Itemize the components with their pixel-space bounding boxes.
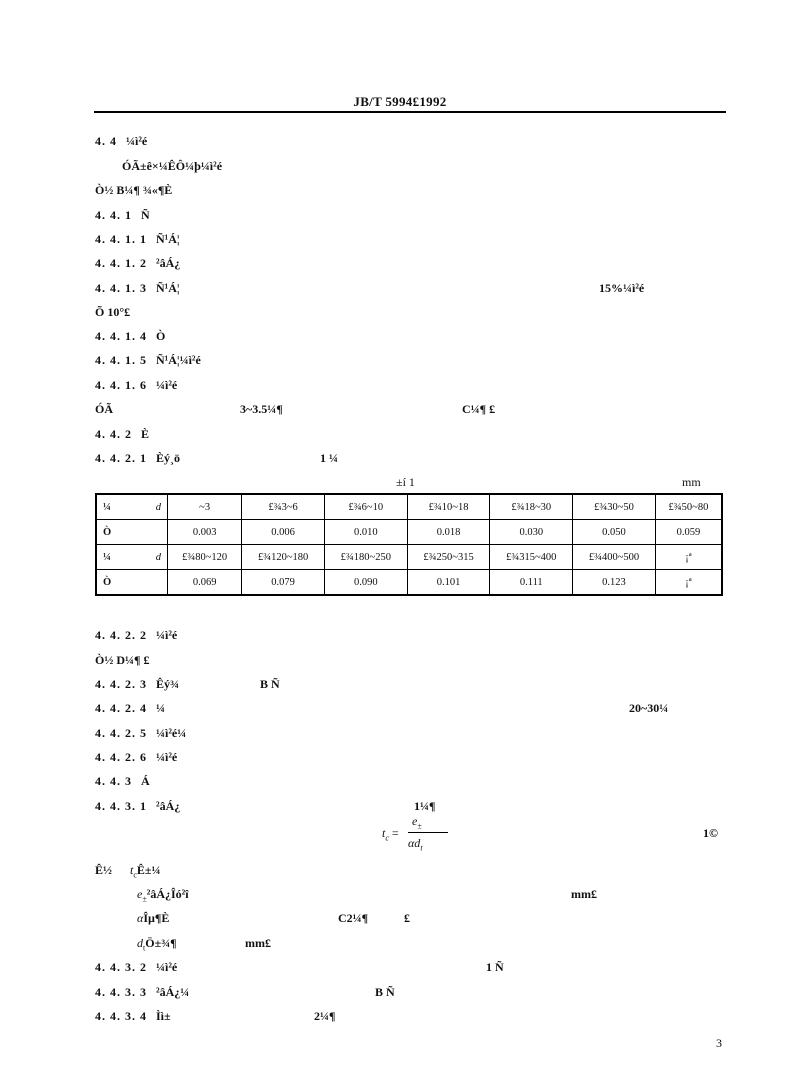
page-header: JB/T 5994£1992 — [353, 94, 447, 109]
line-text-5: Ò½ D¼¶ £ — [95, 653, 150, 667]
line-4-4: 4. 4 ¼ì²é — [95, 134, 148, 148]
tolerance-table — [95, 493, 723, 596]
where-line-3-tail: £ — [404, 911, 410, 925]
line-4-4-1-3: 4. 4. 1. 3 Ñ¹Á¦ — [95, 281, 180, 295]
line-4-4-2-1: 4. 4. 2. 1 Èý¸ö — [95, 451, 180, 465]
line-4-4-1-6: 4. 4. 1. 6 ¼ì²é — [95, 378, 178, 392]
line-4-4-3-2: 4. 4. 3. 2 ¼ì²é — [95, 960, 178, 974]
line-4-4-2-1-mid: 1 ¼ — [320, 451, 338, 465]
line-4-4-1-4: 4. 4. 1. 4 Ò — [95, 329, 166, 343]
table-row: ¼ d £¾80~120 £¾120~180 £¾180~250 £¾250~315 £¾315~400 £¾400~500 ¡ª — [96, 545, 722, 570]
formula-tag: 1© — [703, 826, 718, 840]
where-line-4: $d_tÖ\pm\frac{3}{4}\P$ — [137, 936, 177, 953]
line-4-4-3-1: 4. 4. 3. 1 ²âÁ¿ — [95, 799, 181, 813]
page-number: 3 — [716, 1036, 722, 1050]
line-4-4-2-4: 4. 4. 2. 4 ¼ — [95, 701, 165, 715]
where-line-3-mid: C2¼¶ — [338, 911, 369, 925]
line-4-4-3-2-mid: 1 Ñ — [486, 960, 504, 974]
table-unit: mm — [682, 475, 701, 489]
line-text-4-mid: 3~3.5¼¶ — [240, 402, 283, 416]
line-4-4-3-4: 4. 4. 3. 4 Ìì± — [95, 1009, 171, 1023]
line-text-3: Õ 10°£ — [95, 305, 131, 319]
line-4-4-1-3-extra: 15%¼ì²é — [599, 281, 645, 295]
line-4-4-3-3: 4. 4. 3. 3 ²âÁ¿¼ — [95, 985, 190, 999]
where-line-2: $e_\pm^2âÁ¿Îó^2î$ — [137, 887, 189, 904]
header-rule — [94, 111, 726, 113]
table-caption: ±í 1 — [396, 475, 415, 489]
line-4-4-2: 4. 4. 2 È — [95, 427, 150, 441]
line-4-4-3-4-mid: 2¼¶ — [314, 1009, 336, 1023]
where-line-1: Ê½ $t_cÊ\pm\frac{1}{4}$ — [95, 863, 161, 880]
line-4-4-2-4-extra: 20~30¼ — [629, 701, 669, 715]
line-4-4-2-3-mid: B Ñ — [260, 677, 280, 691]
table-row: Ò 0.069 0.079 0.090 0.101 0.111 0.123 ¡ª — [96, 570, 722, 596]
line-4-4-2-5: 4. 4. 2. 5 ¼ì²é¼ — [95, 726, 187, 740]
line-4-4-3-1-mid: 1¼¶ — [414, 799, 436, 813]
line-4-4-3-3-mid: B Ñ — [375, 985, 395, 999]
line-4-4-2-6: 4. 4. 2. 6 ¼ì²é — [95, 750, 178, 764]
line-4-4-3: 4. 4. 3 Á — [95, 774, 150, 788]
where-line-2-unit: mm£ — [571, 887, 597, 901]
where-line-4-unit: mm£ — [245, 936, 271, 950]
table-row: Ò 0.003 0.006 0.010 0.018 0.030 0.050 0.059 — [96, 520, 722, 545]
line-4-4-1-1: 4. 4. 1. 1 Ñ¹Á¦ — [95, 232, 180, 246]
line-4-4-1: 4. 4. 1 Ñ — [95, 208, 150, 222]
line-text-4: ÓÃ — [95, 402, 113, 416]
line-text-1: ÓÃ±ê×¼ÊÔ¼þ¼ì²é — [122, 159, 223, 173]
line-text-4-right: C¼¶ £ — [462, 402, 496, 416]
line-4-4-2-3: 4. 4. 2. 3 Êý¾ — [95, 677, 180, 691]
line-4-4-1-5: 4. 4. 1. 5 Ñ¹Á¦¼ì²é — [95, 353, 201, 367]
fraction-bar — [408, 832, 448, 833]
line-4-4-2-2: 4. 4. 2. 2 ¼ì²é — [95, 628, 178, 642]
where-line-3: αÎµ¶È — [137, 911, 170, 925]
line-4-4-1-2: 4. 4. 1. 2 ²âÁ¿ — [95, 256, 181, 270]
line-text-2: Ò½ B¼¶ ¾«¶È — [95, 183, 173, 197]
table-row: ¼ d ~3 £¾3~6 £¾6~10 £¾10~18 £¾18~30 £¾30~50 £¾50~80 — [96, 494, 722, 520]
